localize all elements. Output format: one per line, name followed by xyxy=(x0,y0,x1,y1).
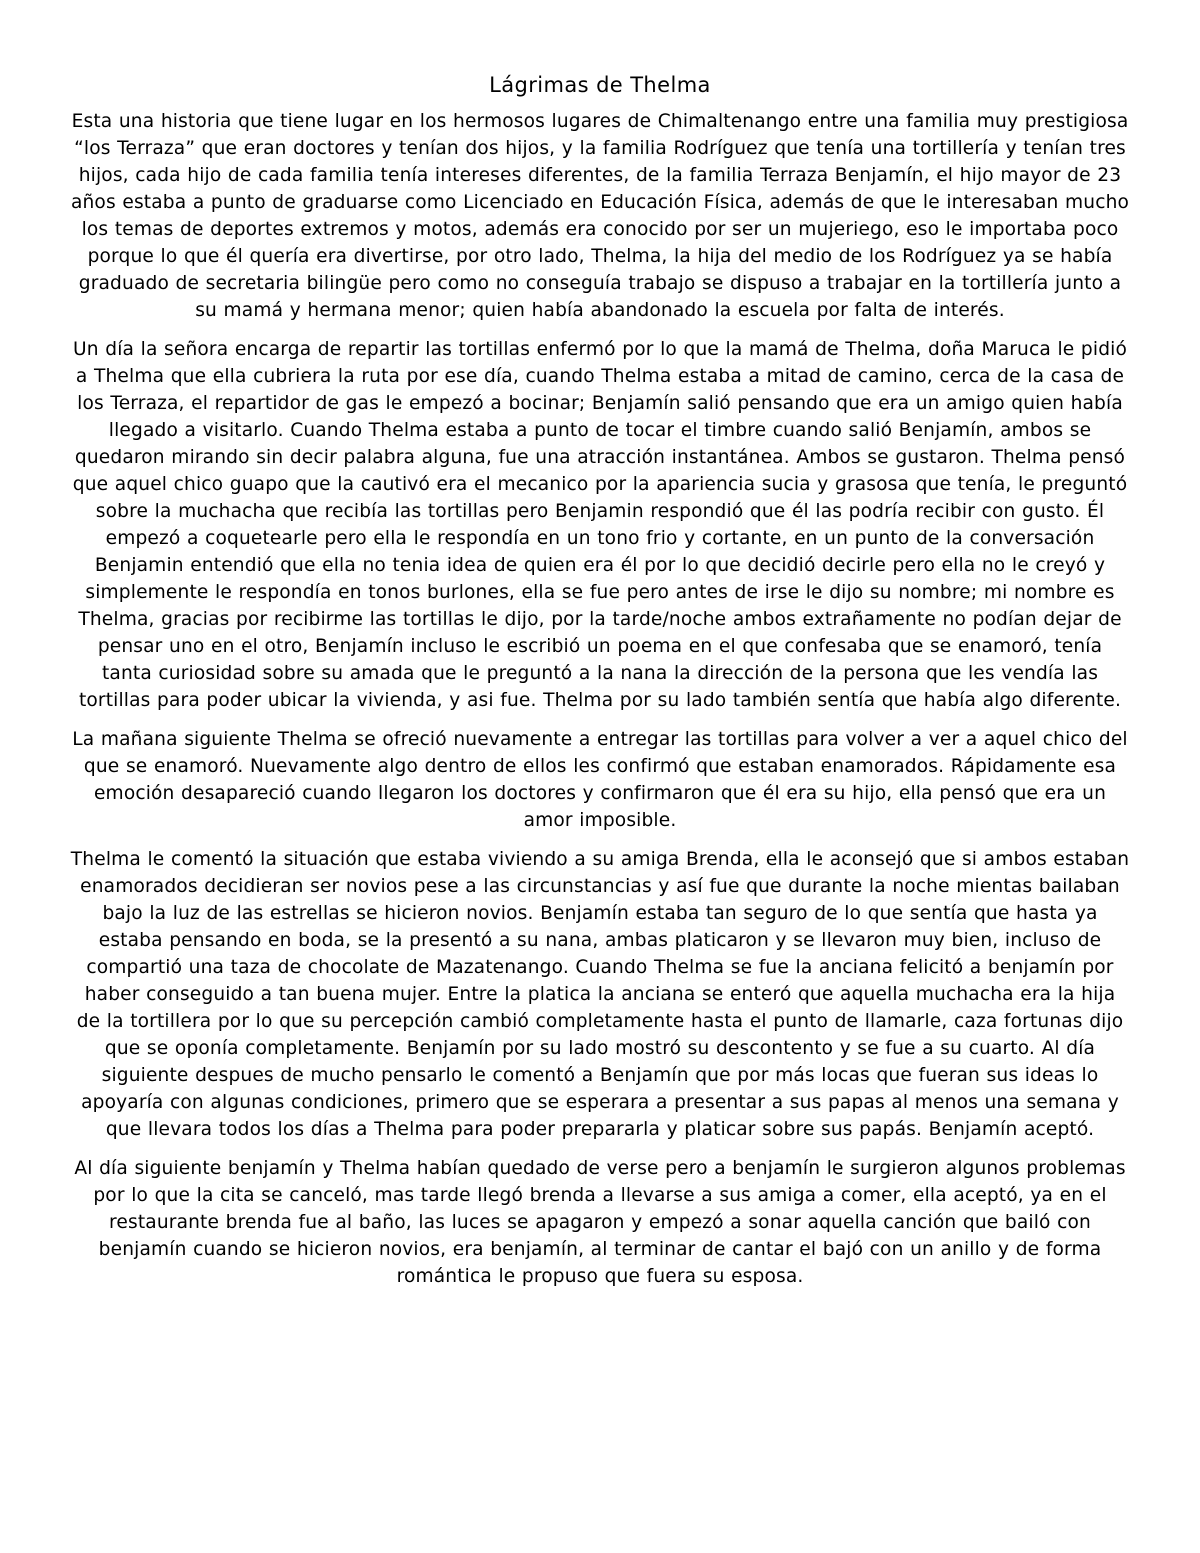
document-body xyxy=(70,70,1130,1302)
paragraph-3: La mañana siguiente Thelma se ofreció nuevamente a entregar las tortillas para volver a ver a aquel chico del que se enamoró. Nuevamente algo dentro de ellos les confirmó que estaban enamorados. Rápidamente esa emoción desapareció cuando llegaron los doctores y confirmaron que él era su hijo, ella pensó que era un amor imposible. xyxy=(72,729,1128,831)
document-title: Lágrimas de Thelma xyxy=(489,73,711,97)
paragraph-1: Esta una historia que tiene lugar en los hermosos lugares de Chimaltenango entre una familia muy prestigiosa “los Terraza” que eran doctores y tenían dos hijos, y la familia Rodríguez que tenía una tortillería y tenían tres hijos, cada hijo de cada familia tenía intereses diferentes, de la familia Terraza Benjamín, el hijo mayor de 23 años estaba a punto de graduarse como Licenciado en Educación Física, además de que le interesaban mucho los temas de deportes extremos y motos, además era conocido por ser un mujeriego, eso le importaba poco porque lo que él quería era divertirse, por otro lado, Thelma, la hija del medio de los Rodríguez ya se había graduado de secretaria bilingüe pero como no conseguía trabajo se dispuso a trabajar en la tortillería junto a su mamá y hermana menor; quien había abandonado la escuela por falta de interés. xyxy=(70,111,1130,321)
paragraph-5: Al día siguiente benjamín y Thelma habían quedado de verse pero a benjamín le surgieron algunos problemas por lo que la cita se canceló, mas tarde llegó brenda a llevarse a sus amiga a comer, ella aceptó, ya en el restaurante brenda fue al baño, las luces se apagaron y empezó a sonar aquella canción que bailó con benjamín cuando se hicieron novios, era benjamín, al terminar de cantar el bajó con un anillo y de forma romántica le propuso que fuera su esposa. xyxy=(74,1158,1126,1287)
paragraph-2: Un día la señora encarga de repartir las tortillas enfermó por lo que la mamá de Thelma, doña Maruca le pidió a Thelma que ella cubriera la ruta por ese día, cuando Thelma estaba a mitad de camino, cerca de la casa de los Terraza, el repartidor de gas le empezó a bocinar; Benjamín salió pensando que era un amigo quien había llegado a visitarlo. Cuando Thelma estaba a punto de tocar el timbre cuando salió Benjamín, ambos se quedaron mirando sin decir palabra alguna, fue una atracción instantánea. Ambos se gustaron. Thelma pensó que aquel chico guapo que la cautivó era el mecanico por la apariencia sucia y grasosa que tenía, le preguntó sobre la muchacha que recibía las tortillas pero Benjamin respondió que él las podría recibir con gusto. Él empezó a coquetearle pero ella le respondía en un tono frio y cortante, en un punto de la conversación Benjamin entendió que ella no tenia idea de quien era él por lo que decidió decirle pero ella no le creyó y simplemente le respondía en tonos burlones, ella se fue pero antes de irse le dijo su nombre; mi nombre es Thelma, gracias por recibirme las tortillas le dijo, por la tarde/noche ambos extrañamente no podían dejar de pensar uno en el otro, Benjamín incluso le escribió un poema en el que confesaba que se enamoró, tenía tanta curiosidad sobre su amada que le preguntó a la nana la dirección de la persona que les vendía las tortillas para poder ubicar la vivienda, y asi fue. Thelma por su lado también sentía que había algo diferente. xyxy=(72,339,1128,711)
paragraph-4: Thelma le comentó la situación que estaba viviendo a su amiga Brenda, ella le aconsejó que si ambos estaban enamorados decidieran ser novios pese a las circunstancias y así fue que durante la noche mientas bailaban bajo la luz de las estrellas se hicieron novios. Benjamín estaba tan seguro de lo que sentía que hasta ya estaba pensando en boda, se la presentó a su nana, ambas platicaron y se llevaron muy bien, incluso de compartió una taza de chocolate de Mazatenango. Cuando Thelma se fue la anciana felicitó a benjamín por haber conseguido a tan buena mujer. Entre la platica la anciana se enteró que aquella muchacha era la hija de la tortillera por lo que su percepción cambió completamente hasta el punto de llamarle, caza fortunas dijo que se oponía completamente. Benjamín por su lado mostró su descontento y se fue a su cuarto. Al día siguiente despues de mucho pensarlo le comentó a Benjamín que por más locas que fueran sus ideas lo apoyaría con algunas condiciones, primero que se esperara a presentar a sus papas al menos una semana y que llevara todos los días a Thelma para poder prepararla y platicar sobre sus papás. Benjamín aceptó. xyxy=(70,849,1130,1140)
